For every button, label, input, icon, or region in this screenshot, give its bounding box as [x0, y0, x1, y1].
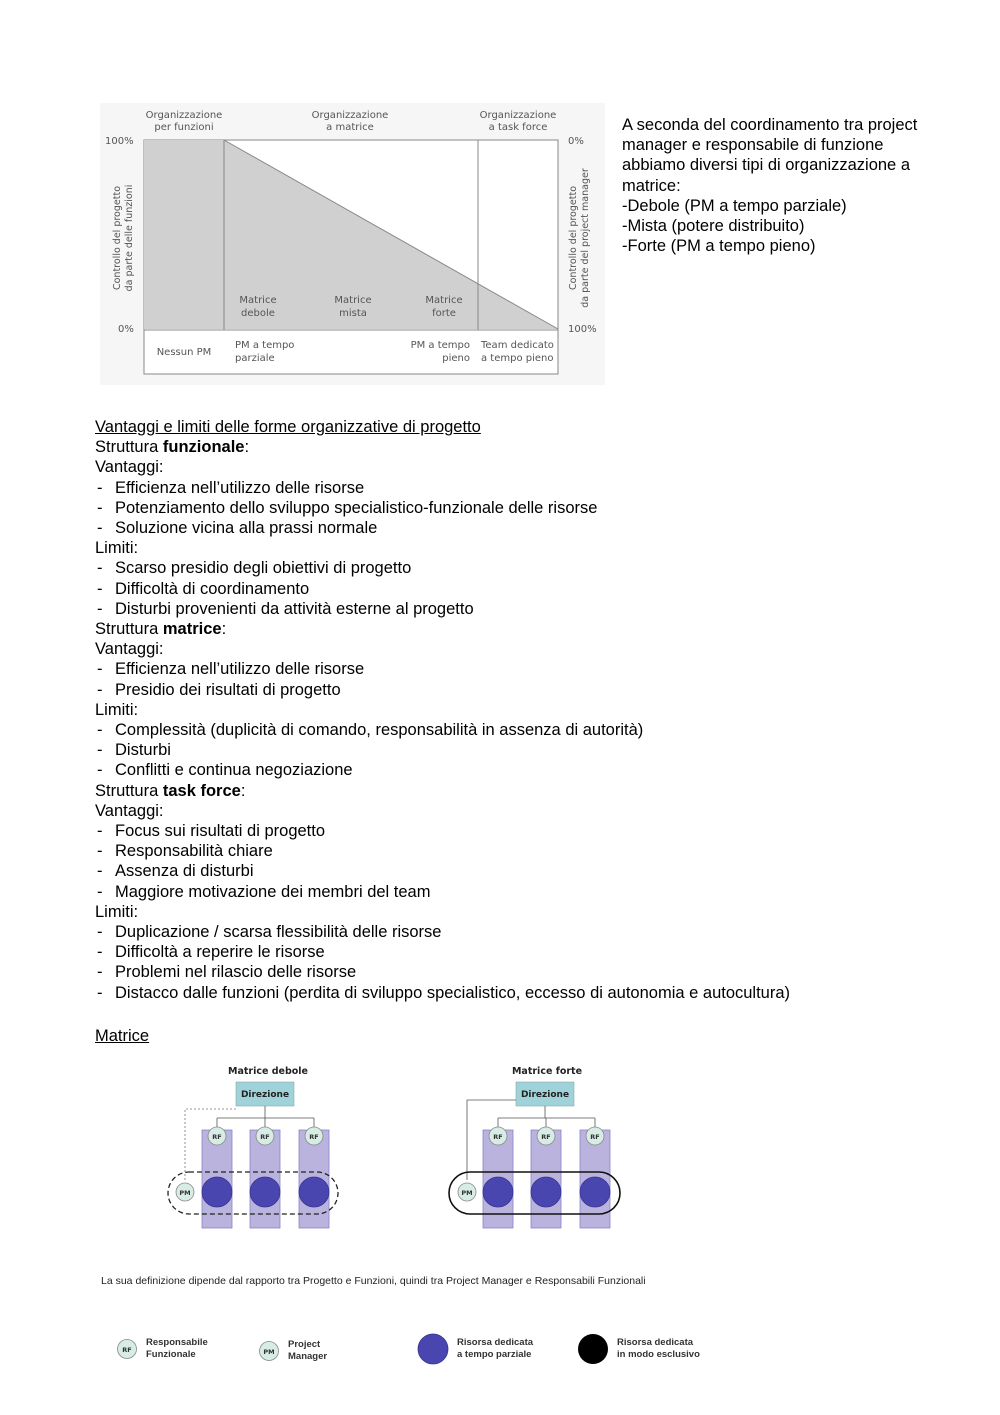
side-note: [622, 115, 922, 256]
rf-node: [256, 1127, 274, 1145]
rf-node: [489, 1127, 507, 1145]
resource-part-time: [299, 1177, 329, 1207]
matrix-mixed-label: Matrice mista: [334, 295, 372, 319]
svg-text:RF: RF: [590, 1133, 600, 1141]
structure-heading: Struttura task force:: [95, 781, 246, 800]
vantaggi-label: Vantaggi:: [95, 801, 164, 820]
list-item: - Problemi nel rilascio delle risorse: [95, 962, 955, 982]
list-item: - Maggiore motivazione dei membri del team: [95, 882, 955, 902]
svg-text:RF: RF: [122, 1346, 132, 1354]
limiti-label: Limiti:: [95, 539, 139, 558]
vantaggi-label: Vantaggi:: [95, 458, 164, 477]
matrice-title: Matrice: [95, 1027, 150, 1045]
resource-part-time: [250, 1177, 280, 1207]
structure-name: funzionale: [162, 438, 245, 457]
matrix-weak-label: Matrice debole: [239, 295, 277, 319]
resource-part-time: [531, 1177, 561, 1207]
vantaggi-label: Vantaggi:: [95, 640, 164, 659]
rf-node: [537, 1127, 555, 1145]
list-item: - Difficoltà di coordinamento: [95, 579, 955, 599]
legend-rf: [116, 1337, 208, 1361]
legend-exclusive: [577, 1333, 700, 1365]
limiti-label: Limiti:: [95, 700, 139, 719]
list-item: - Presidio dei risultati di progetto: [95, 680, 955, 700]
list-item: - Responsabilità chiare: [95, 841, 955, 861]
matrix-caption: La sua definizione dipende dal rapporto tra Progetto e Funzioni, quindi tra Project Manager e Responsabili Funzionali: [101, 1275, 646, 1287]
svg-text:RF: RF: [541, 1133, 551, 1141]
cell-pm-pieno: PM a tempo pieno: [410, 340, 470, 364]
right-tick-top: 0%: [568, 136, 584, 147]
resource-part-time: [202, 1177, 232, 1207]
structure-name: task force: [162, 781, 241, 800]
section-title: Vantaggi e limiti delle forme organizzative di progetto: [95, 418, 481, 436]
legend-label: Risorsa dedicata in modo esclusivo: [617, 1337, 700, 1360]
list-item: - Disturbi: [95, 740, 955, 760]
list-item: - Assenza di disturbi: [95, 861, 955, 881]
matrix-diagram: [160, 1060, 640, 1235]
right-tick-bottom: 100%: [568, 324, 597, 335]
list-item: - Duplicazione / scarsa flessibilità delle risorse: [95, 922, 955, 942]
list-item: - Potenziamento dello sviluppo specialistico-funzionale delle risorse: [95, 498, 955, 518]
advantages-limits-section: [95, 417, 955, 1003]
limiti-label: Limiti:: [95, 902, 139, 921]
legend-label: Project Manager: [288, 1339, 328, 1362]
structure-name: matrice: [162, 620, 222, 639]
list-item: - Disturbi provenienti da attività esterne al progetto: [95, 599, 955, 619]
pm-node: [458, 1183, 476, 1201]
header-taskforce-org: Organizzazione a task force: [479, 110, 557, 133]
direzione-label: Direzione: [240, 1090, 290, 1100]
strong-matrix-title: Matrice forte: [511, 1066, 583, 1077]
part-time-resource-icon: [417, 1333, 449, 1365]
list-item: - Soluzione vicina alla prassi normale: [95, 518, 955, 538]
left-axis-label: Controllo del progettoda parte delle funzioni: [112, 184, 135, 292]
cell-pm-parziale: PM a tempo parziale: [235, 340, 295, 364]
left-tick-top: 100%: [105, 136, 134, 147]
direzione-label: Direzione: [520, 1090, 570, 1100]
side-note-item: -Forte (PM a tempo pieno): [622, 237, 816, 256]
list-item: - Complessità (duplicità di comando, responsabilità in assenza di autorità): [95, 720, 955, 740]
pm-legend-icon: [258, 1340, 280, 1362]
structure-heading: Struttura matrice:: [95, 620, 227, 639]
list-item: - Scarso presidio degli obiettivi di progetto: [95, 558, 955, 578]
svg-text:PM: PM: [179, 1189, 191, 1197]
strong-matrix: [449, 1066, 620, 1228]
legend-pm: [258, 1339, 327, 1363]
header-functional-org: Organizzazione per funzioni: [145, 110, 223, 133]
weak-matrix-title: Matrice debole: [228, 1066, 308, 1077]
list-item: - Focus sui risultati di progetto: [95, 821, 955, 841]
resource-part-time: [483, 1177, 513, 1207]
list-item: - Efficienza nell’utilizzo delle risorse: [95, 659, 955, 679]
matrix-strong-label: Matrice forte: [425, 295, 463, 319]
svg-text:RF: RF: [260, 1133, 270, 1141]
legend-label: Responsabile Funzionale: [146, 1337, 208, 1360]
side-note-item: -Mista (potere distribuito): [622, 217, 805, 236]
side-note-intro: A seconda del coordinamento tra project manager e responsabile di funzione abbiamo diversi tipi di organizzazione a matrice:: [622, 116, 918, 195]
pm-node: [176, 1183, 194, 1201]
rf-node: [586, 1127, 604, 1145]
right-axis-label: Controllo del progettoda parte del project manager: [568, 168, 591, 308]
rf-legend-icon: [116, 1338, 138, 1360]
rf-node: [305, 1127, 323, 1145]
side-note-item: -Debole (PM a tempo parziale): [622, 196, 847, 215]
svg-text:RF: RF: [493, 1133, 503, 1141]
left-tick-bottom: 0%: [118, 324, 134, 335]
cell-team-dedicato: Team dedicato a tempo pieno: [481, 340, 554, 364]
list-item: - Distacco dalle funzioni (perdita di sviluppo specialistico, eccesso di autonomia e autocultura): [95, 983, 955, 1003]
svg-text:RF: RF: [212, 1133, 222, 1141]
svg-text:PM: PM: [263, 1348, 275, 1356]
rf-node: [208, 1127, 226, 1145]
list-item: - Efficienza nell’utilizzo delle risorse: [95, 478, 955, 498]
weak-matrix: [168, 1066, 338, 1228]
exclusive-resource-icon: [577, 1333, 609, 1365]
svg-text:PM: PM: [461, 1189, 473, 1197]
structure-heading: Struttura funzionale:: [95, 438, 250, 457]
header-matrix-org: Organizzazione a matrice: [311, 110, 389, 133]
legend-part-time: [417, 1333, 533, 1365]
list-item: - Conflitti e continua negoziazione: [95, 760, 955, 780]
organization-spectrum-figure: [100, 103, 605, 385]
list-item: - Difficoltà a reperire le risorse: [95, 942, 955, 962]
cell-nessun-pm: Nessun PM: [156, 347, 212, 358]
resource-part-time: [580, 1177, 610, 1207]
legend-label: Risorsa dedicata a tempo parziale: [457, 1337, 534, 1360]
svg-text:RF: RF: [309, 1133, 319, 1141]
